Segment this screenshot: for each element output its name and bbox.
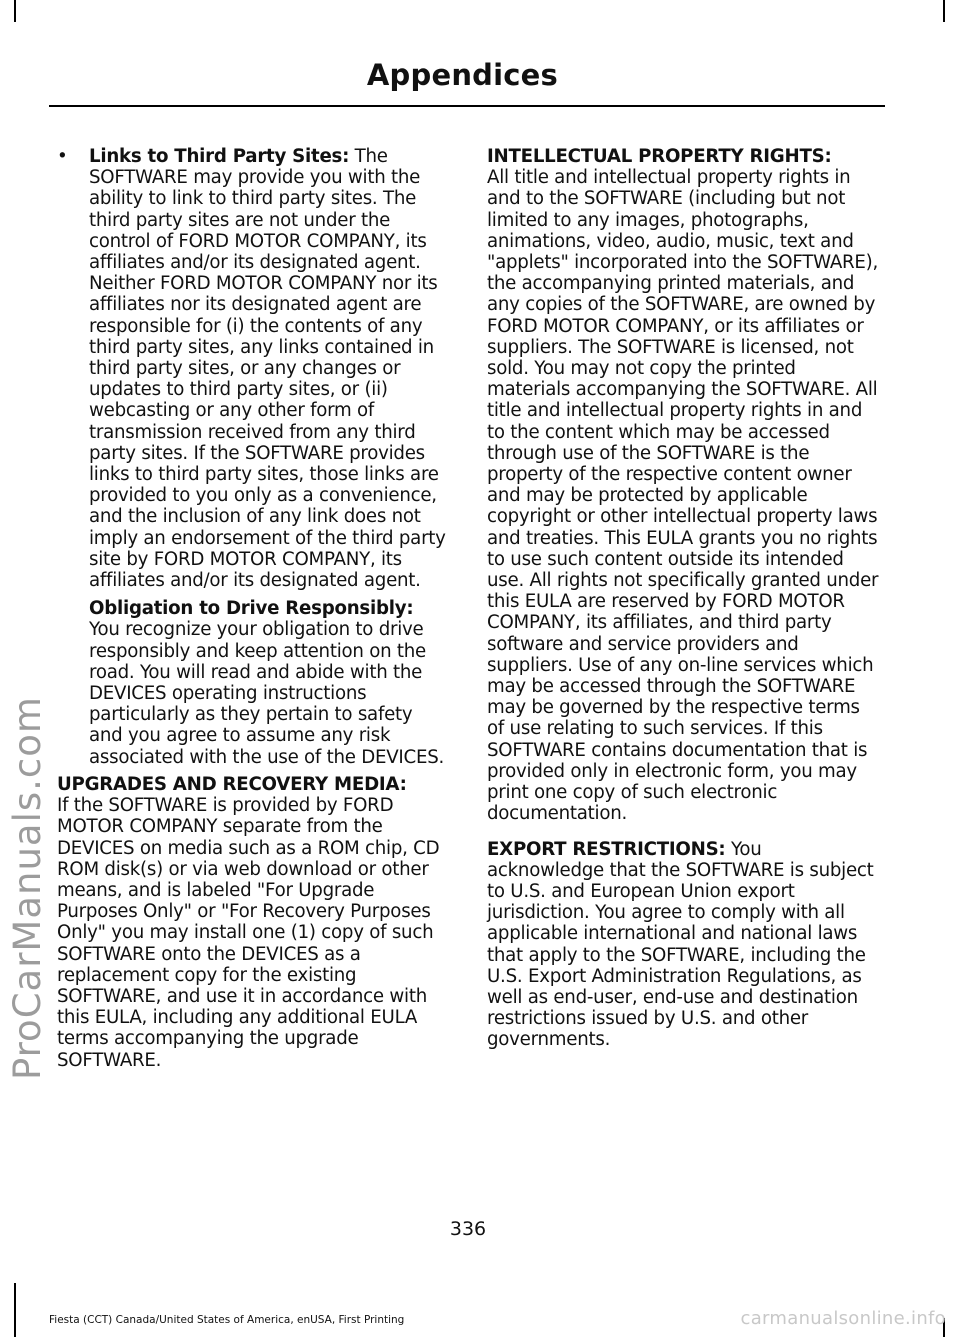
- drive-responsibly-heading: Obligation to Drive Responsibly:: [89, 598, 414, 620]
- section-export-restrictions: [487, 839, 881, 1051]
- footer-watermark: carmanualsonline.info: [740, 1308, 946, 1329]
- crop-mark-top-right: [943, 0, 945, 22]
- third-party-sites-heading: Links to Third Party Sites:: [89, 146, 350, 167]
- third-party-sites-text: The SOFTWARE may provide you with the ability to link to third party sites. The third party sites are not under the control of FORD MOTOR COMPANY, its affiliates and/or its designated agent. Neither FORD MOTOR COMPANY nor its affiliates nor its designated agent are responsible for (i) the contents of any third party sites, any links contained in third party sites, or any changes or updates to third party sites, or (ii) webcasting or any other form of transmission received from any third party sites. If the SOFTWARE provides links to third party sites, those links are provided to you only as a convenience, and the inclusion of any link does not imply an endorsement of the third party site by FORD MOTOR COMPANY, its affiliates and/or its designated agent.: [89, 146, 446, 592]
- right-column: [487, 146, 881, 1065]
- section-intellectual-property: [487, 146, 881, 825]
- page-number: 336: [449, 1218, 487, 1240]
- item-drive-responsibly: [57, 598, 449, 768]
- upgrades-text: If the SOFTWARE is provided by FORD MOTOR COMPANY separate from the DEVICES on media such as a ROM chip, CD ROM disk(s) or via web download or other means, and is labeled "For Upgrade Purposes Only" or "For Recovery Purposes Only" you may install one (1) copy of such SOFTWARE onto the DEVICES as a replacement copy for the existing SOFTWARE, and use it in accordance with this EULA, including any additional EULA terms accompanying the upgrade SOFTWARE.: [57, 795, 440, 1071]
- page-title: Appendices: [366, 58, 558, 92]
- ip-text: All title and intellectual property rights in and to the SOFTWARE (including but not limited to any images, photographs, animations, video, audio, music, text and "applets" incorporated into the SOFTWARE), the accompanying printed materials, and any copies of the SOFTWARE, are owned by FORD MOTOR COMPANY, or its affiliates or suppliers. The SOFTWARE is licensed, not sold. You may not copy the printed materials accompanying the SOFTWARE. All title and intellectual property rights in and to the content which may be accessed through use of the SOFTWARE is the property of the respective content owner and may be protected by applicable copyright or other intellectual property laws and treaties. This EULA grants you no rights to use such content outside its intended use. All rights not specifically granted under this EULA are reserved by FORD MOTOR COMPANY, its affiliates, and third party software and service providers and suppliers. Use of any on-line services which may be accessed through the SOFTWARE may be governed by the respective terms of use relating to such services. If this SOFTWARE contains documentation that is provided only in electronic form, you may print one copy of such electronic documentation.: [487, 167, 879, 825]
- export-text: You acknowledge that the SOFTWARE is subject to U.S. and European Union export jurisdiction. You agree to comply with all applicable international and national laws that apply to the SOFTWARE, including the U.S. Export Administration Regulations, as well as end-user, end-use and destination restrictions issued by U.S. and other governments.: [487, 838, 874, 1051]
- section-upgrades-recovery: [57, 774, 449, 1071]
- bullet-icon: •: [57, 146, 68, 167]
- left-column: [57, 146, 449, 1085]
- drive-responsibly-text: You recognize your obligation to drive responsibly and keep attention on the road. You will read and abide with the DEVICES operating instructions particularly as they pertain to safety and you agree to assume any risk associated with the use of the DEVICES.: [89, 619, 445, 768]
- bullet-third-party-sites: [57, 146, 449, 591]
- crop-mark-top-left: [14, 0, 16, 22]
- upgrades-heading: UPGRADES AND RECOVERY MEDIA:: [57, 773, 407, 795]
- header-divider: [49, 105, 885, 107]
- side-watermark: ProCarManuals.com: [6, 696, 49, 1080]
- edition-footer: Fiesta (CCT) Canada/United States of America, enUSA, First Printing: [49, 1314, 405, 1326]
- crop-mark-bottom-left: [14, 1283, 16, 1337]
- ip-heading: INTELLECTUAL PROPERTY RIGHTS:: [487, 146, 832, 167]
- export-heading: EXPORT RESTRICTIONS:: [487, 838, 726, 860]
